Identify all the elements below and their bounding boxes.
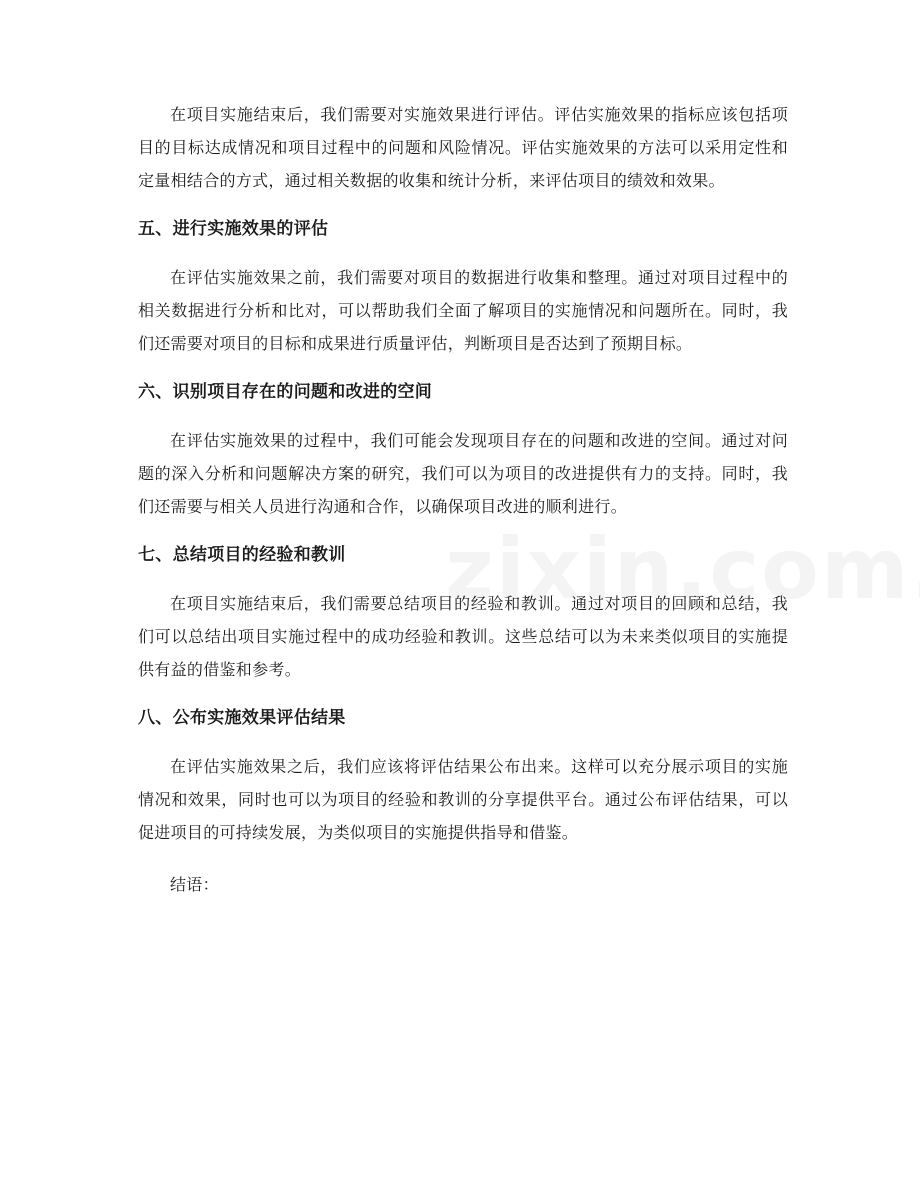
section-heading-8: 八、公布实施效果评估结果 xyxy=(138,708,346,728)
section-heading-6: 六、识别项目存在的问题和改进的空间 xyxy=(138,382,433,402)
paragraph-section-5: 在评估实施效果之前，我们需要对项目的数据进行收集和整理。通过对项目过程中的相关数据进行分析和比对，可以帮助我们全面了解项目的实施情况和问题所在。同时，我们还需要对项目的目标和成果进行质量评估，判断项目是否达到了预期目标。 xyxy=(138,268,788,353)
document-body xyxy=(138,98,788,901)
paragraph-section-7: 在项目实施结束后，我们需要总结项目的经验和教训。通过对项目的回顾和总结，我们可以总结出项目实施过程中的成功经验和教训。这些总结可以为未来类似项目的实施提供有益的借鉴和参考。 xyxy=(138,594,788,679)
section-heading-5: 五、进行实施效果的评估 xyxy=(138,219,329,239)
section-heading-7: 七、总结项目的经验和教训 xyxy=(138,545,346,565)
paragraph-section-8: 在评估实施效果之后，我们应该将评估结果公布出来。这样可以充分展示项目的实施情况和效果，同时也可以为项目的经验和教训的分享提供平台。通过公布评估结果，可以促进项目的可持续发展，为类似项目的实施提供指导和借鉴。 xyxy=(138,757,788,842)
paragraph-conclusion-label: 结语： xyxy=(170,875,219,894)
paragraph-section-6: 在评估实施效果的过程中，我们可能会发现项目存在的问题和改进的空间。通过对问题的深入分析和问题解决方案的研究，我们可以为项目的改进提供有力的支持。同时，我们还需要与相关人员进行沟通和合作，以确保项目改进的顺利进行。 xyxy=(138,431,788,516)
paragraph-intro: 在项目实施结束后，我们需要对实施效果进行评估。评估实施效果的指标应该包括项目的目标达成情况和项目过程中的问题和风险情况。评估实施效果的方法可以采用定性和定量相结合的方式，通过相关数据的收集和统计分析，来评估项目的绩效和效果。 xyxy=(138,105,788,190)
